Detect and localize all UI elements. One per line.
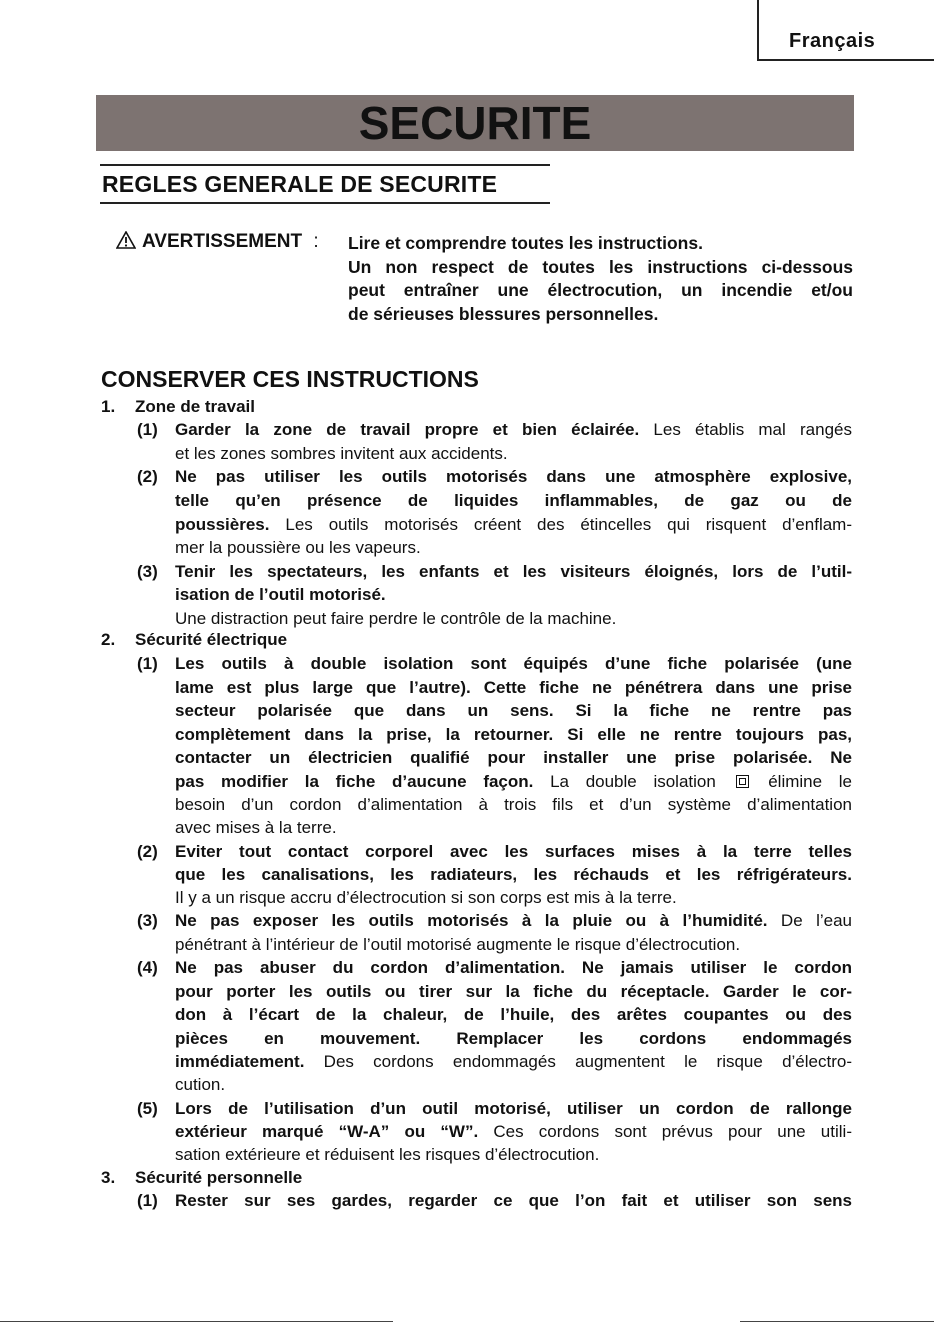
item-2-3-line-2: pénétrant à l’intérieur de l’outil motorisé augmente le risque d’électrocution. xyxy=(175,935,741,954)
subheading: REGLES GENERALE DE SECURITE xyxy=(102,171,498,197)
item-1-2-line-1: Ne pas utiliser les outils motorisés dans une atmosphère explosive, xyxy=(175,467,852,486)
warning-line-1: Lire et comprendre toutes les instructions. xyxy=(348,233,703,253)
item-2-4-line-2: pour porter les outils ou tirer sur la fiche du réceptacle. Garder le cor- xyxy=(175,982,852,1001)
item-1-2-line-3: poussières. Les outils motorisés créent des étincelles qui risquent d’enflam- xyxy=(175,515,852,534)
item-2-5-line-3: sation extérieure et réduisent les risques d’électrocution. xyxy=(175,1145,600,1164)
subheading-bottom-rule xyxy=(100,202,550,204)
item-2-4-line-6: cution. xyxy=(175,1075,226,1094)
item-3-1-line-1: Rester sur ses gardes, regarder ce que l’on fait et utiliser son sens xyxy=(175,1191,852,1210)
language-tab xyxy=(757,0,934,61)
item-2-1-number: (1) xyxy=(137,654,158,673)
warning-label xyxy=(116,231,319,253)
item-1-3-line-2: isation de l’outil motorisé. xyxy=(175,585,386,604)
item-2-4-line-5: immédiatement. Des cordons endommagés augmentent le risque d’électro- xyxy=(175,1052,852,1071)
item-2-4-line-4: pièces en mouvement. Remplacer les cordons endommagés xyxy=(175,1029,852,1048)
item-1-2-number: (2) xyxy=(137,467,158,486)
subheading-top-rule xyxy=(100,164,550,166)
section-2-number: 2. xyxy=(101,630,116,649)
item-2-2-line-3: Il y a un risque accru d’électrocution si son corps est mis à la terre. xyxy=(175,888,677,907)
item-1-3-line-3: Une distraction peut faire perdre le contrôle de la machine. xyxy=(175,609,617,628)
item-2-5-line-2: extérieur marqué “W-A” ou “W”. Ces cordons sont prévus pour une utili- xyxy=(175,1122,852,1141)
item-2-4-line-1: Ne pas abuser du cordon d’alimentation. Ne jamais utiliser le cordon xyxy=(175,958,852,977)
item-2-1-line-6: pas modifier la fiche d’aucune façon. La double isolation élimine le xyxy=(175,772,852,791)
item-1-3-number: (3) xyxy=(137,562,158,581)
item-2-1-line-7: besoin d’un cordon d’alimentation à trois fils et d’un système d’alimentation xyxy=(175,795,852,814)
item-2-4-number: (4) xyxy=(137,958,158,977)
item-1-2-line-2: telle qu’en présence de liquides inflammables, de gaz ou de xyxy=(175,491,852,510)
warning-colon: : xyxy=(313,231,319,252)
language-label: Français xyxy=(789,30,876,52)
warning-text xyxy=(348,232,853,326)
item-3-1-number: (1) xyxy=(137,1191,158,1210)
item-2-1-line-4: complètement dans la prise, la retourner. Si elle ne rentre toujours pas, xyxy=(175,725,852,744)
item-2-2-number: (2) xyxy=(137,842,158,861)
section-3-number: 3. xyxy=(101,1168,116,1187)
item-2-3-line-1: Ne pas exposer les outils motorisés à la pluie ou à l’humidité. De l’eau xyxy=(175,911,852,930)
item-2-1-line-3: secteur polarisée que dans un sens. Si la fiche ne rentre pas xyxy=(175,701,852,720)
section-1-number: 1. xyxy=(101,397,116,416)
item-2-1-line-5: contacter un électricien qualifié pour installer une prise polarisée. Ne xyxy=(175,748,852,767)
item-1-1-number: (1) xyxy=(137,420,158,439)
item-2-1-line-8: avec mises à la terre. xyxy=(175,818,337,837)
item-2-5-number: (5) xyxy=(137,1099,158,1118)
double-insulation-icon xyxy=(736,775,749,788)
section-1-title: Zone de travail xyxy=(135,397,255,416)
item-1-1-line-2: et les zones sombres invitent aux accidents. xyxy=(175,444,508,463)
section-3-title: Sécurité personnelle xyxy=(135,1168,303,1187)
warning-triangle-icon xyxy=(116,231,136,249)
item-1-1-line-1: Garder la zone de travail propre et bien éclairée. Les établis mal rangés xyxy=(175,420,852,439)
footer-rule-left xyxy=(0,1321,393,1322)
warning-label-text: AVERTISSEMENT xyxy=(142,231,303,252)
section-banner xyxy=(96,95,854,151)
section-2-title: Sécurité électrique xyxy=(135,630,288,649)
item-1-2-line-4: mer la poussière ou les vapeurs. xyxy=(175,538,421,557)
footer-rule-right xyxy=(740,1321,934,1322)
item-1-3-line-1: Tenir les spectateurs, les enfants et les visiteurs éloignés, lors de l’util- xyxy=(175,562,852,581)
item-2-2-line-1: Eviter tout contact corporel avec les surfaces mises à la terre telles xyxy=(175,842,852,861)
item-2-4-line-3: don à l’écart de la chaleur, de l’huile, des arêtes coupantes ou des xyxy=(175,1005,852,1024)
banner-title: SECURITE xyxy=(358,97,592,149)
warning-line-4: de sérieuses blessures personnelles. xyxy=(348,303,659,324)
item-2-2-line-2: que les canalisations, les radiateurs, les réchauds et les réfrigérateurs. xyxy=(175,865,852,884)
item-2-5-line-1: Lors de l’utilisation d’un outil motorisé, utiliser un cordon de rallonge xyxy=(175,1099,852,1118)
warning-line-2: Un non respect de toutes les instructions ci-dessous xyxy=(348,256,853,277)
item-2-1-line-2: lame est plus large que l’autre). Cette fiche ne pénétrera dans une prise xyxy=(175,678,852,697)
item-2-3-number: (3) xyxy=(137,911,158,930)
item-2-1-line-1: Les outils à double isolation sont équipés d’une fiche polarisée (une xyxy=(175,654,852,673)
section-title: CONSERVER CES INSTRUCTIONS xyxy=(101,366,479,392)
warning-line-3: peut entraîner une électrocution, un incendie et/ou xyxy=(348,280,853,300)
